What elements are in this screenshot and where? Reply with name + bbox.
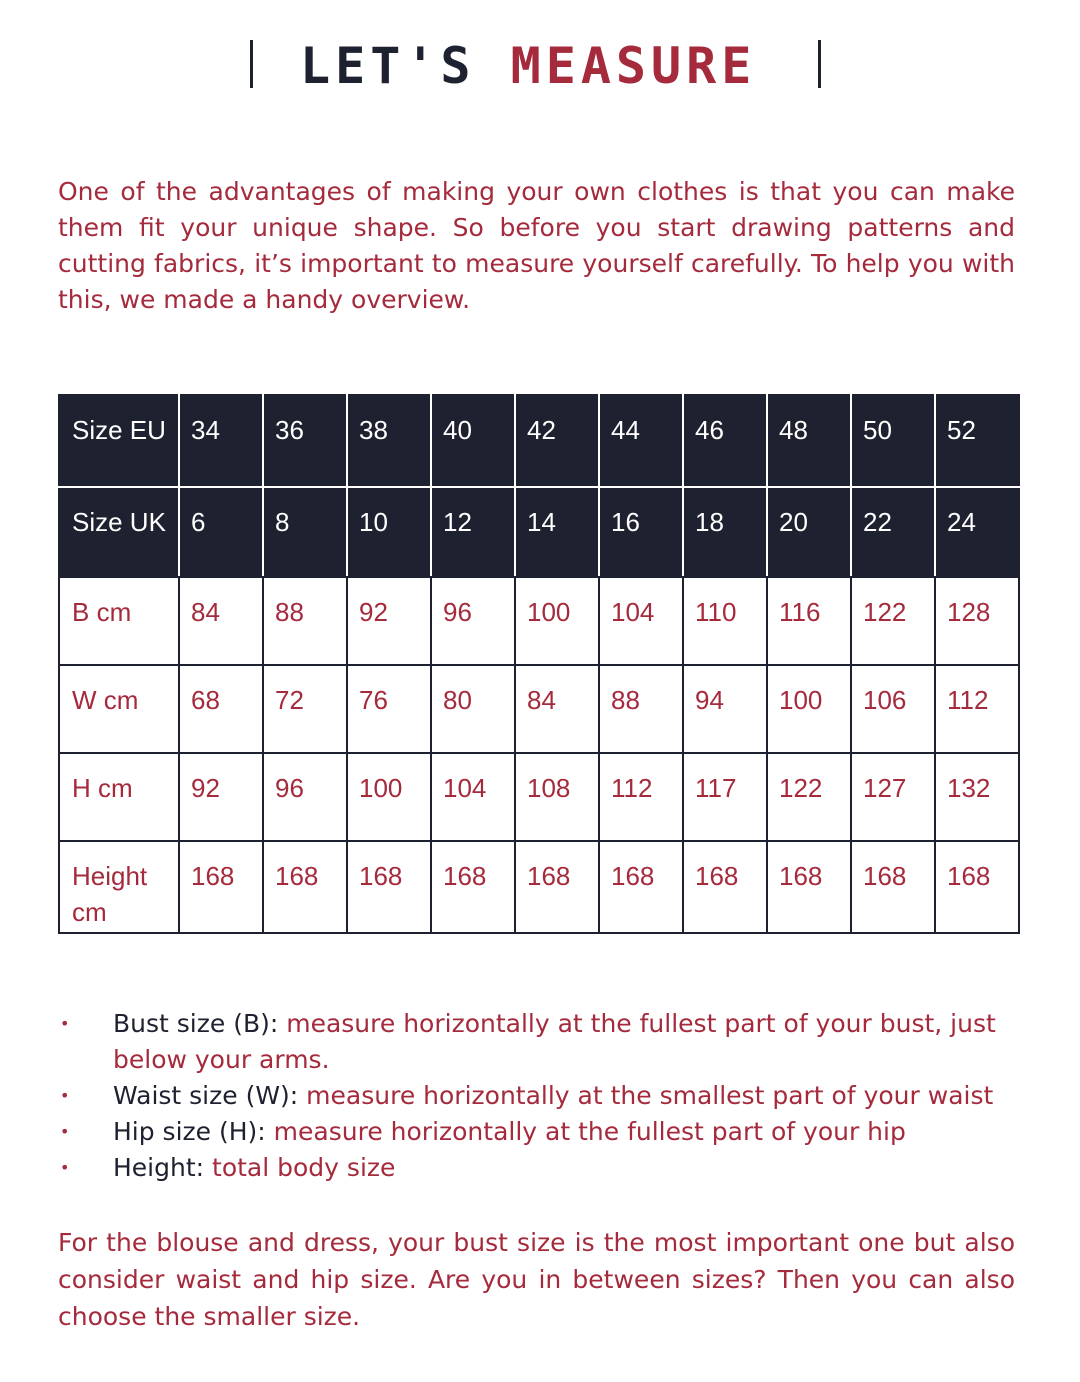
table-cell: 36 (263, 395, 347, 487)
table-cell: 12 (431, 487, 515, 577)
table-cell: 24 (935, 487, 1019, 577)
table-cell: 84 (515, 665, 599, 753)
list-description: measure horizontally at the fullest part of your bust, just below your arms. (113, 1009, 996, 1074)
list-item (58, 1078, 1018, 1114)
list-term: Height: (113, 1153, 205, 1182)
title-part-1: LET'S (300, 37, 476, 95)
title-text (300, 34, 780, 98)
table-cell: 96 (263, 753, 347, 841)
outro-paragraph: For the blouse and dress, your bust size is the most important one but also consider waist and hip size. Are you in between sizes? Then you can also choose the smaller size. (58, 1228, 1015, 1331)
table-cell: 40 (431, 395, 515, 487)
title-right-bar (818, 40, 821, 88)
table-cell: 100 (515, 577, 599, 665)
table-cell: 168 (767, 841, 851, 933)
table-cell: 50 (851, 395, 935, 487)
list-item (58, 1114, 1018, 1150)
table-row (59, 487, 1019, 577)
table-cell: 122 (767, 753, 851, 841)
table-cell: 100 (767, 665, 851, 753)
table-row (59, 665, 1019, 753)
list-item (58, 1150, 1018, 1186)
list-description: total body size (204, 1153, 396, 1182)
table-cell: 88 (263, 577, 347, 665)
table-cell: 168 (599, 841, 683, 933)
table-cell: 38 (347, 395, 431, 487)
table-cell: 168 (347, 841, 431, 933)
table-cell: 68 (179, 665, 263, 753)
table-cell: 127 (851, 753, 935, 841)
page-title (0, 34, 1080, 104)
table-row (59, 577, 1019, 665)
list-term: Hip size (H): (113, 1117, 266, 1146)
intro-paragraph: One of the advantages of making your own clothes is that you can make them fit your unique shape. So before you start drawing patterns and cutting fabrics, it’s important to measure yourself carefully. To help you with this, we made a handy overview. (58, 177, 1015, 314)
table-cell: 108 (515, 753, 599, 841)
row-label: H cm (59, 753, 179, 841)
bullet-icon: • (60, 1014, 70, 1033)
list-description: measure horizontally at the smallest part of your waist (298, 1081, 994, 1110)
table-cell: 106 (851, 665, 935, 753)
bullet-icon: • (60, 1158, 70, 1177)
table-cell: 168 (515, 841, 599, 933)
bullet-icon: • (60, 1086, 70, 1105)
title-left-bar (250, 40, 253, 88)
table-cell: 92 (179, 753, 263, 841)
table-cell: 104 (431, 753, 515, 841)
table-cell: 44 (599, 395, 683, 487)
table-row (59, 395, 1019, 487)
table-cell: 168 (683, 841, 767, 933)
table-row (59, 841, 1019, 933)
measurement-guide-list (58, 1006, 1018, 1186)
table-cell: 76 (347, 665, 431, 753)
table-cell: 14 (515, 487, 599, 577)
list-description: measure horizontally at the fullest part of your hip (265, 1117, 906, 1146)
table-cell: 8 (263, 487, 347, 577)
table-cell: 96 (431, 577, 515, 665)
table-cell: 168 (935, 841, 1019, 933)
table-cell: 112 (599, 753, 683, 841)
list-item (58, 1006, 1018, 1078)
list-term: Bust size (B): (113, 1009, 279, 1038)
table-cell: 168 (851, 841, 935, 933)
table-cell: 168 (179, 841, 263, 933)
table-cell: 80 (431, 665, 515, 753)
table-cell: 34 (179, 395, 263, 487)
table-cell: 117 (683, 753, 767, 841)
table-cell: 92 (347, 577, 431, 665)
table-cell: 84 (179, 577, 263, 665)
size-table (58, 394, 1020, 934)
table-cell: 16 (599, 487, 683, 577)
table-row (59, 753, 1019, 841)
table-cell: 110 (683, 577, 767, 665)
table-cell: 46 (683, 395, 767, 487)
table-cell: 116 (767, 577, 851, 665)
table-cell: 52 (935, 395, 1019, 487)
table-cell: 88 (599, 665, 683, 753)
table-cell: 22 (851, 487, 935, 577)
table-cell: 6 (179, 487, 263, 577)
table-cell: 94 (683, 665, 767, 753)
row-label: Size UK (59, 487, 179, 577)
table-cell: 104 (599, 577, 683, 665)
table-cell: 128 (935, 577, 1019, 665)
row-label: B cm (59, 577, 179, 665)
bullet-icon: • (60, 1122, 70, 1141)
row-label: Size EU (59, 395, 179, 487)
table-cell: 20 (767, 487, 851, 577)
table-cell: 18 (683, 487, 767, 577)
table-cell: 132 (935, 753, 1019, 841)
table-cell: 100 (347, 753, 431, 841)
list-term: Waist size (W): (113, 1081, 299, 1110)
table-cell: 72 (263, 665, 347, 753)
table-cell: 10 (347, 487, 431, 577)
row-label: Height cm (59, 841, 179, 933)
table-cell: 48 (767, 395, 851, 487)
title-part-2: MEASURE (510, 37, 757, 95)
table-cell: 42 (515, 395, 599, 487)
table-cell: 168 (431, 841, 515, 933)
table-cell: 122 (851, 577, 935, 665)
row-label: W cm (59, 665, 179, 753)
table-cell: 112 (935, 665, 1019, 753)
table-cell: 168 (263, 841, 347, 933)
